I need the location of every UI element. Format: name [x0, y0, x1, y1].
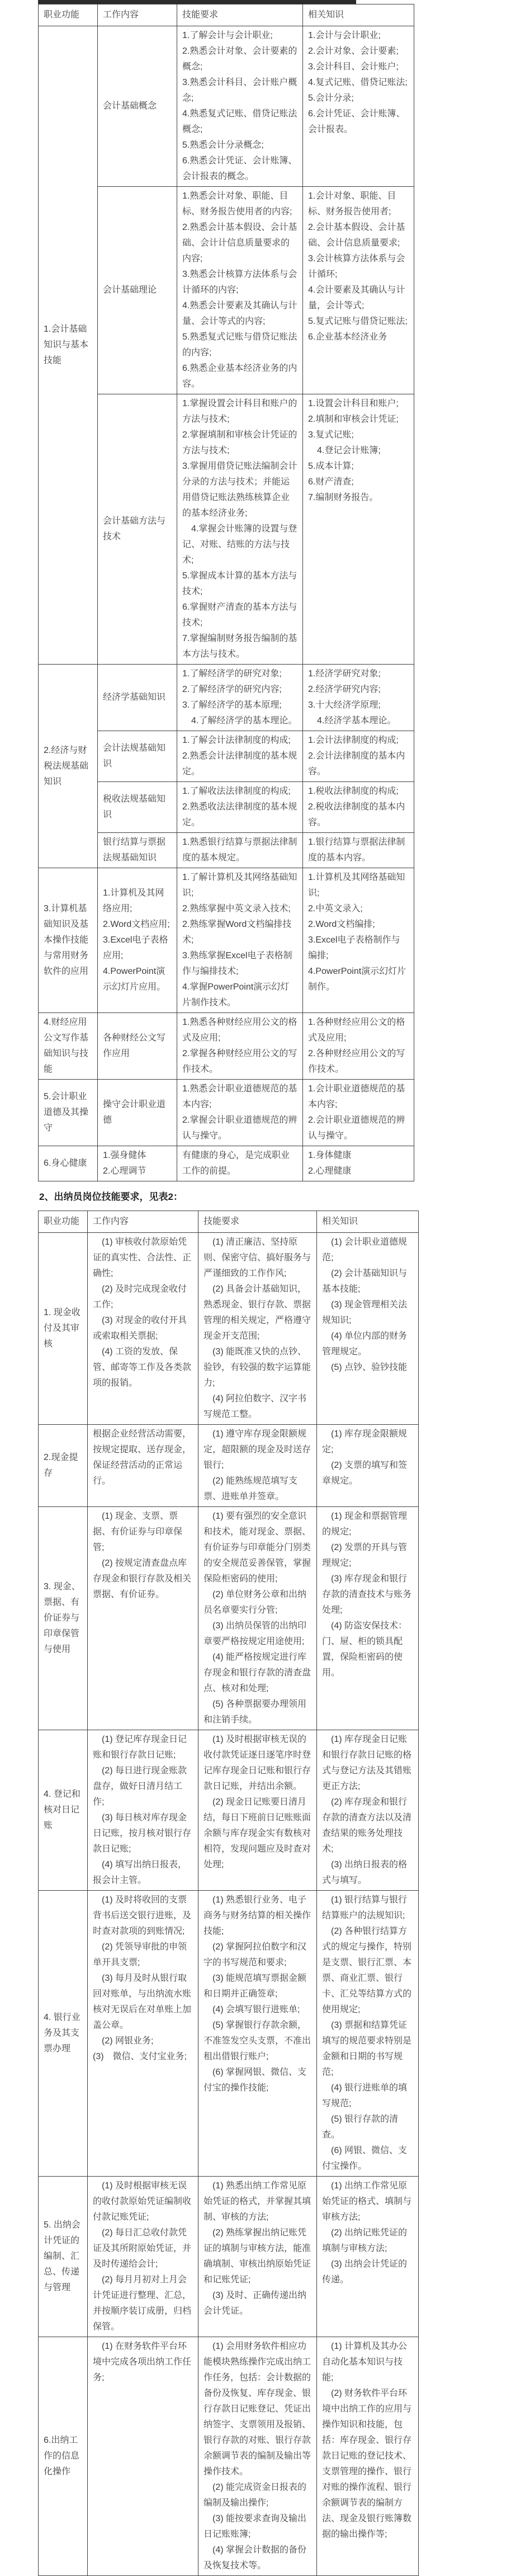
skill-requirements-cell [198, 1891, 317, 2177]
work-content-cell [98, 187, 177, 394]
skill-requirements-cell [177, 833, 303, 868]
skill-requirements-cell [177, 26, 303, 187]
related-knowledge-cell [303, 26, 414, 187]
function-cell: 4. 登记和核对日记账 [39, 1730, 88, 1891]
item-paragraph: 2.经济学研究内容; [308, 685, 381, 694]
item-paragraph: (1) 要有强烈的安全意识和技术，能对现金、票据、有价证券与印章能分门别类的安全规范妥善保管，掌握保险柜密码的使用; [204, 1511, 311, 1584]
item-paragraph: 会计基础概念 [103, 101, 157, 111]
skill-requirements-cell [177, 187, 303, 394]
item-paragraph: 3.十大经济学原理; [308, 700, 381, 710]
related-knowledge-cell [303, 868, 414, 1013]
related-knowledge-cell [317, 1233, 419, 1425]
skill-requirements-cell [177, 665, 303, 731]
item-paragraph: (5) 点钞、验钞技能 [322, 1363, 408, 1372]
function-cell: 1.会计基础知识与基本技能 [39, 26, 98, 665]
work-content-cell [98, 1146, 177, 1181]
item-paragraph: (1) 在财务软件平台环境中完成各项出纳工作任务; [93, 2342, 192, 2382]
related-knowledge-cell [303, 394, 414, 665]
skill-requirements-cell [177, 1146, 303, 1181]
item-paragraph: 各种财经公文写作应用 [103, 1033, 166, 1058]
work-content-cell [98, 833, 177, 868]
column-header: 工作内容 [98, 4, 177, 26]
item-paragraph: 2.各种财经应用公文的写作技术。 [308, 1049, 405, 1074]
item-paragraph: 2.熟悉收法法律制度的基本规定。 [182, 802, 297, 827]
skill-requirements-cell [198, 1507, 317, 1730]
table-row [39, 2337, 419, 2576]
item-paragraph: 2.中英文录入; [308, 904, 363, 913]
item-paragraph: (1) 登记库存现金日记账和银行存款日记账; [93, 1735, 187, 1760]
item-paragraph: 1.会计与会计职业; [308, 31, 381, 40]
item-paragraph: (2) 掌握阿拉伯数字和汉字的书写规范和要求; [204, 1942, 307, 1967]
function-cell: 4.财经应用公文写作基础知识与技能 [39, 1013, 98, 1080]
related-knowledge-cell [317, 1425, 419, 1507]
item-paragraph: (3) 对现金的收付开具或索取相关票据; [93, 1316, 187, 1341]
item-paragraph: (4) 工资的发放、保管、邮寄等工作及各类款项的报销。 [93, 1347, 192, 1388]
item-paragraph: (3) 及时、正确传递出纳会计凭证。 [204, 2291, 307, 2316]
work-content-cell [98, 26, 177, 187]
item-paragraph: (4) 单位内部的财务管理规定。 [322, 1331, 408, 1357]
item-paragraph: (5) 掌握银行存款余额，不准签发空头支票，不准出租出借银行账户; [204, 2021, 311, 2061]
item-paragraph: 操守会计职业道德 [103, 1100, 166, 1125]
work-content-cell [88, 1730, 198, 1891]
item-paragraph: 6.熟悉企业基本经济业务的内容。 [182, 364, 297, 389]
table-row [39, 2177, 419, 2337]
item-paragraph: (4) 阿拉伯数字、汉字书写规范工整。 [204, 1394, 307, 1419]
cashier-skills-table-2 [38, 1211, 419, 2576]
item-paragraph: (2) 每日汇总收付款凭证及其所附原始凭证，并及时传递给会计; [93, 2228, 192, 2269]
column-header: 职业功能 [39, 4, 98, 26]
item-paragraph: 会计法规基础知识 [103, 743, 166, 769]
item-paragraph: (1) 会用财务软件相应功能模块熟练操作完成出纳工作任务，包括：会计数据的备份及恢复、库存现金、银行存款日记账登记、凭证出纳签字、支票领用及报销、银行存款的对账、银行存款余额调节表的编制及输出等操作技术。 [204, 2342, 311, 2476]
item-paragraph: 2.心理调节 [103, 1166, 146, 1176]
item-paragraph: 2.了解经济学的研究内容; [182, 685, 282, 694]
related-knowledge-cell [303, 1013, 414, 1080]
item-paragraph: 3.熟悉会计科目、会计账户概念; [182, 78, 297, 103]
item-paragraph: 5.会计分录; [308, 93, 354, 103]
item-paragraph: 3.熟练掌握Excel电子表格制作与编排技术; [182, 951, 292, 976]
item-paragraph: 2.熟练掌握中英文录入技术; [182, 904, 291, 913]
item-paragraph: 1.经济学研究对象; [308, 669, 381, 679]
work-content-cell [88, 1233, 198, 1425]
work-content-cell [98, 665, 177, 731]
function-cell: 4. 银行业务及其支票办理 [39, 1891, 88, 2177]
function-cell: 6.身心健康 [39, 1146, 98, 1181]
item-paragraph: 1.身体健康 [308, 1151, 352, 1160]
item-paragraph: 1.掌握设置会计科目和账户的方法与技术; [182, 399, 297, 424]
item-paragraph: (1) 会计职业道德规范; [322, 1237, 408, 1263]
item-paragraph: (2) 现金日记账要日清月结，每日下班前日记账账面余额与库存现金实有数核对相符，发现问题应及时查对处理; [204, 1797, 311, 1869]
skill-requirements-cell [198, 1233, 317, 1425]
function-cell: 6.出纳工作的信息化操作 [39, 2337, 88, 2576]
item-paragraph: (4) 掌握会计数据的备份及恢复技术等。 [204, 2545, 307, 2570]
column-header: 技能要求 [198, 1211, 317, 1233]
item-paragraph: (2) 网银业务; [93, 2036, 154, 2046]
table-row [39, 1507, 419, 1730]
work-content-cell [98, 782, 177, 833]
item-paragraph: 5.熟悉复式记账与借贷记账法的内容; [182, 332, 297, 357]
function-cell: 2.经济与财税法规基础知识 [39, 665, 98, 868]
skill-requirements-cell [198, 1730, 317, 1891]
item-paragraph: (1) 熟悉银行业务、电子商务与财务结算的相关操作技能; [204, 1895, 311, 1936]
work-content-cell [88, 2337, 198, 2576]
function-cell: 3.计算机基础知识及基本操作技能与常用财务软件的应用 [39, 868, 98, 1013]
item-paragraph: 1.会计职业道德规范的基本内容; [308, 1084, 405, 1109]
item-paragraph: 4.经济学基本理论。 [308, 716, 396, 726]
item-paragraph: (3) 票据和结算凭证填写的规范要求特别是金额和日期的书写规范; [322, 2021, 412, 2077]
item-paragraph: (6) 掌握网银、微信、支付宝的操作技能; [204, 2068, 307, 2093]
item-paragraph: (2) 能熟练规范填写支票、进账单并签章。 [204, 1476, 298, 1501]
item-paragraph: 4.登记会计账簿; [308, 446, 381, 455]
item-paragraph: 2.掌握各种财经应用公文的写作技术。 [182, 1049, 297, 1074]
work-content-cell [98, 1013, 177, 1080]
item-paragraph: (4) 填写出纳日报表，报会计主管。 [93, 1860, 187, 1885]
work-content-cell [88, 1507, 198, 1730]
table-row [39, 1425, 419, 1507]
related-knowledge-cell [317, 1730, 419, 1891]
work-content-cell [98, 394, 177, 665]
related-knowledge-cell [317, 2337, 419, 2576]
item-paragraph: 4.复式记账、借贷记账法; [308, 78, 408, 87]
item-paragraph: (2) 按规定清查盘点库存现金和银行存款及相关票据、有价证券。 [93, 1558, 192, 1599]
item-paragraph: (2) 具备会计基础知识，熟悉现金、银行存款、票据管理的相关规定，严格遵守现金开支范围; [204, 1284, 311, 1341]
item-paragraph: 根据企业经营活动需要，按规定提取、送存现金，保证经营活动的正常运行。 [93, 1429, 192, 1486]
item-paragraph: 1.熟悉各种财经应用公文的格式及应用; [182, 1018, 297, 1043]
item-paragraph: (3) 出纳日报表的格式与填写。 [322, 1860, 408, 1885]
function-cell: 3. 现金、票据、有价证券与印章保管与使用 [39, 1507, 88, 1730]
item-paragraph: 银行结算与票据法规基础知识 [103, 837, 166, 863]
item-paragraph: 1.会计对象、职能、目标、财务报告使用者; [308, 191, 396, 216]
item-paragraph: (2) 每月月初对上月会计凭证进行整理、汇总，并按顺序装订成册，归档保管。 [93, 2275, 192, 2332]
column-header: 技能要求 [177, 4, 303, 26]
column-header: 工作内容 [88, 1211, 198, 1233]
item-paragraph: 1.税收法律制度的构成; [308, 787, 399, 796]
item-paragraph: (6) 网银、微信、支付宝操作。 [322, 2146, 408, 2171]
column-header: 相关知识 [317, 1211, 419, 1233]
item-paragraph: (3) 微信、支付宝业务; [93, 2052, 187, 2061]
item-paragraph: 1.银行结算与票据法律制度的基本内容。 [308, 837, 405, 863]
related-knowledge-cell [303, 1080, 414, 1146]
column-header: 职业功能 [39, 1211, 88, 1233]
item-paragraph: 3.Excel电子表格应用; [103, 935, 168, 960]
item-paragraph: (1) 现金和票据管理的规定; [322, 1511, 408, 1537]
table-row [39, 1013, 414, 1080]
item-paragraph: 1.设置会计科目和账户; [308, 399, 399, 408]
item-paragraph: (5) 银行存款的清查。 [322, 2115, 399, 2140]
item-paragraph: (3) 能按要求查询及输出日记账账簿; [204, 2514, 307, 2539]
item-paragraph: 2.熟练掌握Word文档编排技术; [182, 920, 292, 945]
item-paragraph: 3.复式记账; [308, 430, 354, 440]
item-paragraph: (4) 能严格按规定进行库存现金和银行存款的清查盘点、核对和处理; [204, 1652, 311, 1693]
item-paragraph: 1.熟悉会计职业道德规范的基本内容; [182, 1084, 297, 1109]
table-row [39, 1146, 414, 1181]
table-row [39, 26, 414, 187]
item-paragraph: (1) 清正廉洁、坚持原则、保密守信、搞好服务与严谨细致的工作作风; [204, 1237, 311, 1278]
item-paragraph: (3) 库存现金和银行存款的清查技术与账务处理; [322, 1574, 412, 1615]
related-knowledge-cell [303, 833, 414, 868]
item-paragraph: (4) 会填写银行进账单; [204, 2005, 300, 2014]
item-paragraph: (3) 每日核对库存现金日记账，按月核对银行存款日记账; [93, 1813, 192, 1854]
item-paragraph: (2) 及时完成现金收付工作; [93, 1284, 187, 1310]
item-paragraph: 1.了解会计与会计职业; [182, 31, 273, 40]
accounting-skills-table-1 [38, 4, 414, 1181]
item-paragraph: (2) 会计基础知识与基本技能; [322, 1269, 408, 1294]
item-paragraph: (1) 审核收付款原始凭证的真实性、合法性、正确性; [93, 1237, 192, 1278]
item-paragraph: (2) 单位财务公章和出纳员名章要实行分管; [204, 1590, 307, 1615]
table-row [39, 1891, 419, 2177]
item-paragraph: 1.熟悉银行结算与票据法律制度的基本规定。 [182, 837, 297, 863]
item-paragraph: 1.熟悉会计对象、职能、目标、财务报告使用者的内容; [182, 191, 292, 216]
table-row [39, 665, 414, 731]
item-paragraph: (3) 现金管理相关法规知识; [322, 1300, 408, 1325]
item-paragraph: 6.企业基本经济业务 [308, 332, 387, 342]
item-paragraph: 3.会计科目、会计账户; [308, 62, 399, 72]
item-paragraph: 2.会计职业道德规范的辨认与操守。 [308, 1115, 405, 1141]
skill-requirements-cell [198, 2177, 317, 2337]
function-cell: 1. 现金收付及其审核 [39, 1233, 88, 1425]
table2-heading: 2、出纳员岗位技能要求，见表2： [39, 1192, 183, 1202]
work-content-cell [98, 1080, 177, 1146]
item-paragraph: (3) 能既准又快的点钞、验钞，有较强的数字运算能力; [204, 1347, 311, 1388]
item-paragraph: (1) 出纳工作常见原始凭证的格式、填制与审核方法; [322, 2181, 412, 2222]
item-paragraph: 3.了解经济学的基本原理; [182, 700, 282, 710]
item-paragraph: 4.掌握PowerPoint演示幻灯片制作技术。 [182, 982, 290, 1007]
item-paragraph: 2.会计对象、会计要素; [308, 46, 399, 56]
item-paragraph: (3) 出纳员保管的出纳印章要严格按规定用途使用; [204, 1621, 307, 1646]
item-paragraph: 4.PowerPoint演示幻灯片应用。 [103, 967, 166, 992]
item-paragraph: 7.掌握编制财务报告编制的基本方法与技术。 [182, 634, 297, 659]
related-knowledge-cell [317, 1891, 419, 2177]
item-paragraph: (4) 防盗安保技术：门、屉、柜的锁具配置，保险柜密码的使用。 [322, 1621, 408, 1678]
item-paragraph: 1.了解收法法律制度的构成; [182, 787, 291, 796]
top-partial-bar [38, 0, 356, 4]
item-paragraph: 4.掌握会计账簿的设置与登记、对账、结账的方法与技术; [182, 524, 297, 565]
item-paragraph: (5) 各种票据要办理领用和注销手续。 [204, 1699, 307, 1725]
function-cell: 5. 出纳会计凭证的编制、汇总、传递与管理 [39, 2177, 88, 2337]
item-paragraph: 1.了解计算机及其网络基础知识; [182, 873, 297, 898]
item-paragraph: 1.计算机及其网络应用; [103, 888, 164, 913]
work-content-cell [88, 1425, 198, 1507]
column-header: 相关知识 [303, 4, 414, 26]
item-paragraph: 1.各种财经应用公文的格式及应用; [308, 1018, 405, 1043]
skill-requirements-cell [198, 1425, 317, 1507]
item-paragraph: 5.成本计算; [308, 461, 354, 471]
item-paragraph: 2.税收法律制度的基本内容。 [308, 802, 405, 827]
item-paragraph: (3) 每月及时从银行取回对账单，与出纳流水账核对无误后在对单账上加盖公章。 [93, 1974, 192, 2030]
table2-header [39, 1211, 419, 1233]
item-paragraph: 2.会计基本假设、会计基础、会计信息质量要求; [308, 223, 405, 248]
item-paragraph: 5.掌握成本计算的基本方法与技术; [182, 571, 297, 596]
item-paragraph: (1) 现金、支票、票据、有价证券与印章保管; [93, 1511, 183, 1552]
item-paragraph: 4.会计要素及其确认与计量，会计等式; [308, 285, 405, 310]
table-row [39, 1730, 419, 1891]
item-paragraph: 2.Word文档编排; [308, 920, 375, 929]
item-paragraph: (1) 库存现金日记账和银行存款日记账的格式与登记方法及其错账更正方法; [322, 1735, 412, 1791]
related-knowledge-cell [303, 665, 414, 731]
table1-header [39, 4, 414, 26]
skill-requirements-cell [177, 1080, 303, 1146]
item-paragraph: 7.编制财务报告。 [308, 493, 378, 502]
item-paragraph: 3.掌握用借贷记账法编制会计分录的方法与技术；并能运用借贷记账法熟练核算企业的基本经济业务; [182, 461, 297, 518]
item-paragraph: (1) 及时根据审核无误的收付款凭证逐日逐笔序时登记库存现金日记账和银行存款日记账，并结出余额。 [204, 1735, 311, 1791]
table-row [39, 1080, 414, 1146]
function-cell: 5.会计职业道德及其操守 [39, 1080, 98, 1146]
item-paragraph: 2.心理健康 [308, 1166, 352, 1176]
item-paragraph: (1) 计算机及其办公自动化基本知识与技能; [322, 2342, 408, 2382]
item-paragraph: 3.Excel电子表格制作与编排; [308, 935, 400, 960]
item-paragraph: (1) 银行结算与银行结算账户的法规知识; [322, 1895, 408, 1920]
related-knowledge-cell [303, 187, 414, 394]
skill-requirements-cell [177, 394, 303, 665]
item-paragraph: (4) 银行进账单的填写规范; [322, 2083, 408, 2108]
item-paragraph: 6.会计凭证、会计账簿、会计报表。 [308, 109, 405, 134]
item-paragraph: (1) 遵守库存现金限额规定，超限额的现金及时送存银行; [204, 1429, 311, 1470]
item-paragraph: 税收法规基础知识 [103, 794, 166, 820]
related-knowledge-cell [303, 1146, 414, 1181]
skill-requirements-cell [198, 2337, 317, 2576]
item-paragraph: 4.熟悉复式记账、借贷记账法概念; [182, 109, 297, 134]
item-paragraph: (2) 各种银行结算方式的规定与操作，特别是支票、银行汇票、本票、商业汇票、银行卡、汇兑等结算方式的使用规定; [322, 1927, 412, 2014]
item-paragraph: 4.熟悉会计要素及其确认与计量、会计等式的内容; [182, 301, 297, 326]
item-paragraph: 2.熟悉会计法律制度的基本规定。 [182, 751, 297, 776]
item-paragraph: 2.掌握会计职业道德规范的辨认与操守。 [182, 1115, 297, 1141]
item-paragraph: 2.会计法律制度的基本内容。 [308, 751, 405, 776]
table-row [39, 1233, 419, 1425]
related-knowledge-cell [303, 782, 414, 833]
item-paragraph: 1.强身健体 [103, 1151, 146, 1160]
item-paragraph: 2.掌握填制和审核会计凭证的方法与技术; [182, 430, 297, 455]
skill-requirements-cell [177, 782, 303, 833]
item-paragraph: 6.掌握财产清查的基本方法与技术; [182, 602, 297, 628]
work-content-cell [88, 2177, 198, 2337]
item-paragraph: 1.计算机及其网络基础知识; [308, 873, 405, 898]
item-paragraph: 3.熟悉会计核算方法体系与会计循环的内容; [182, 270, 297, 295]
work-content-cell [98, 868, 177, 1013]
item-paragraph: 1.了解经济学的研究对象; [182, 669, 282, 679]
item-paragraph: 2.熟悉会计对象、会计要素的概念; [182, 46, 297, 72]
item-paragraph: (2) 发票的开具与管理规定; [322, 1543, 408, 1568]
item-paragraph: 3.会计核算方法体系与会计循环; [308, 254, 405, 279]
item-paragraph: (2) 出纳记账凭证的填制与审核方法; [322, 2228, 408, 2253]
item-paragraph: 4.了解经济学的基本理论。 [182, 716, 297, 726]
item-paragraph: 6.财产清查; [308, 477, 354, 487]
function-cell: 2.现金提存 [39, 1425, 88, 1507]
item-paragraph: (2) 支票的填写和签章规定。 [322, 1461, 408, 1486]
item-paragraph: (2) 库存现金和银行存款的清查方法以及清查结果的账务处理技术; [322, 1797, 412, 1854]
skill-requirements-cell [177, 731, 303, 782]
item-paragraph: (1) 及时根据审核无误的收付款原始凭证编制收付款记账凭证; [93, 2181, 192, 2222]
item-paragraph: 4.PowerPoint演示幻灯片制作。 [308, 967, 406, 992]
item-paragraph: (3) 能规范填写票据金额和日期并正确签章; [204, 1974, 307, 1999]
item-paragraph: 有健康的身心，是完成职业工作的前提。 [182, 1151, 290, 1176]
work-content-cell [98, 731, 177, 782]
related-knowledge-cell [317, 1507, 419, 1730]
item-paragraph: 2.熟悉会计基本假设、会计基础、会计计信息质量要求的内容; [182, 223, 297, 263]
related-knowledge-cell [317, 2177, 419, 2337]
item-paragraph: (1) 库存现金限额规定; [322, 1429, 408, 1454]
item-paragraph: 会计基础方法与技术 [103, 516, 166, 541]
work-content-cell [88, 1891, 198, 2177]
item-paragraph: 经济学基础知识 [103, 693, 166, 702]
item-paragraph: (1) 及时将收回的支票背书后送交银行进账，及时查对款项的到账情况; [93, 1895, 192, 1936]
item-paragraph: (2) 凭领导审批的申领单开具支票; [93, 1942, 187, 1967]
table-row [39, 868, 414, 1013]
item-paragraph: (2) 财务软件平台环境中出纳工作的应用与操作知识和技能，包括：库存现金、银行存款日记账的登记技术、支票管理的操作、银行对账的操作流程、银行余额调节表的编制方法、现金及银行账簿数据的输出操作等; [322, 2389, 412, 2539]
item-paragraph: (2) 能完成资金日报表的编制及输出操作; [204, 2483, 307, 2508]
item-paragraph: 6.熟悉会计凭证、会计账簿、会计报表的概念。 [182, 156, 297, 181]
skill-requirements-cell [177, 868, 303, 1013]
item-paragraph: 2.填制和审核会计凭证; [308, 415, 399, 424]
item-paragraph: 会计基础理论 [103, 285, 157, 295]
item-paragraph: 2.Word文档应用; [103, 920, 170, 929]
related-knowledge-cell [303, 731, 414, 782]
skill-requirements-cell [177, 1013, 303, 1080]
item-paragraph: (2) 熟练掌握出纳记账凭证的填制与审核方法，能准确填制、审核出纳原始凭证和记账凭证; [204, 2228, 311, 2285]
item-paragraph: 5.复式记账与借贷记账法; [308, 317, 408, 326]
item-paragraph: (1) 熟悉出纳工作常见原始凭证的格式，并掌握其填制、审核的方法; [204, 2181, 311, 2222]
item-paragraph: 1.了解会计法律制度的构成; [182, 736, 291, 745]
item-paragraph: (3) 出纳会计凭证的传递。 [322, 2259, 408, 2285]
item-paragraph: 1.会计法律制度的构成; [308, 736, 399, 745]
item-paragraph: 5.熟悉会计分录概念; [182, 140, 264, 150]
item-paragraph: (2) 每日进行现金账款盘存，做好日清月结工作; [93, 1766, 187, 1807]
